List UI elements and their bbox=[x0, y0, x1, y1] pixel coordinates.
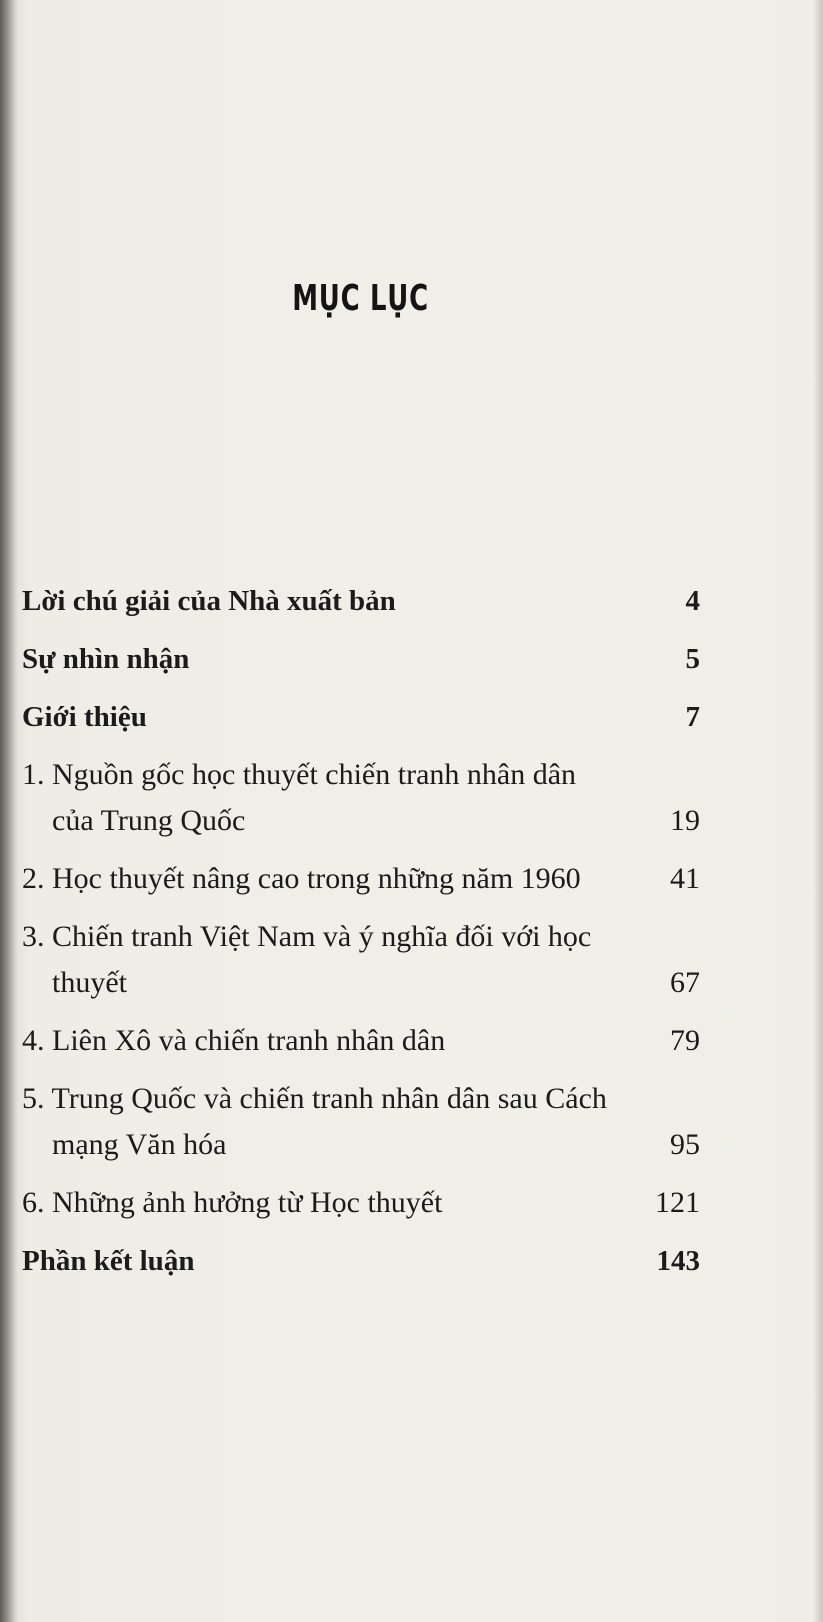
toc-entry bbox=[22, 636, 712, 682]
toc-entry-title: 4. Liên Xô và chiến tranh nhân dân bbox=[22, 1024, 446, 1057]
toc-entry-title: Sự nhìn nhận bbox=[22, 643, 190, 675]
toc-entry bbox=[22, 694, 712, 740]
toc-entry-page: 4 bbox=[685, 585, 700, 617]
toc-entry bbox=[22, 856, 712, 902]
toc-entry-page: 7 bbox=[685, 701, 700, 733]
table-of-contents bbox=[22, 578, 712, 1284]
toc-entry bbox=[22, 752, 712, 844]
toc-entry-title: Lời chú giải của Nhà xuất bản bbox=[22, 585, 396, 617]
toc-entry bbox=[22, 914, 712, 1006]
binding-shadow bbox=[0, 0, 18, 1622]
toc-entry bbox=[22, 1238, 712, 1284]
toc-entry-title: 5. Trung Quốc và chiến tranh nhân dân sau Cách mạng Văn hóa bbox=[22, 1082, 607, 1161]
toc-entry-page: 121 bbox=[655, 1186, 700, 1219]
toc-entry-page: 67 bbox=[670, 966, 700, 999]
toc-entry bbox=[22, 1180, 712, 1226]
toc-entry-page: 143 bbox=[656, 1245, 700, 1277]
toc-entry-title: 2. Học thuyết nâng cao trong những năm 1960 bbox=[22, 862, 581, 895]
toc-entry-page: 41 bbox=[670, 862, 700, 895]
toc-entry-title: 1. Nguồn gốc học thuyết chiến tranh nhân dân của Trung Quốc bbox=[22, 758, 577, 837]
toc-entry-page: 19 bbox=[670, 804, 700, 837]
toc-entry bbox=[22, 1018, 712, 1064]
toc-entry bbox=[22, 1076, 712, 1168]
toc-entry-title: 6. Những ảnh hưởng từ Học thuyết bbox=[22, 1186, 443, 1219]
page-edge-shadow bbox=[813, 0, 823, 1622]
toc-title: MỤC LỤC bbox=[292, 278, 429, 319]
toc-entry-page: 79 bbox=[670, 1024, 700, 1057]
toc-entry bbox=[22, 578, 712, 624]
toc-entry-page: 95 bbox=[670, 1128, 700, 1161]
toc-entry-title: Giới thiệu bbox=[22, 701, 147, 733]
toc-entry-title: 3. Chiến tranh Việt Nam và ý nghĩa đối với học thuyết bbox=[22, 920, 592, 999]
toc-entry-title: Phần kết luận bbox=[22, 1245, 195, 1277]
toc-entry-page: 5 bbox=[685, 643, 700, 675]
